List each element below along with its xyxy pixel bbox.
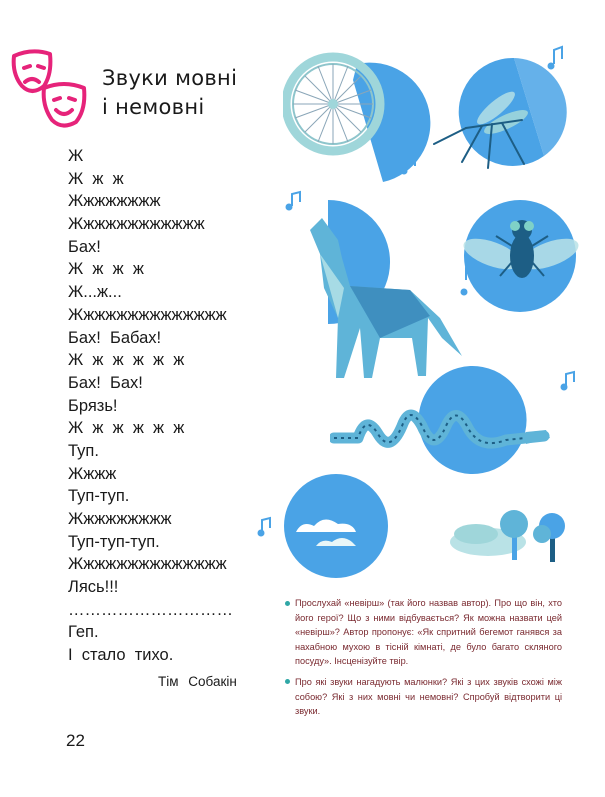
fly-icon bbox=[458, 196, 588, 320]
mosquito-icon bbox=[426, 44, 586, 174]
poem-line: Жжжж bbox=[68, 464, 117, 483]
task-item bbox=[285, 596, 562, 669]
poem-line: Геп. bbox=[68, 623, 99, 642]
poem-line: ………………………… bbox=[68, 600, 233, 619]
poem-line: Ж ж ж ж ж ж bbox=[68, 419, 185, 438]
howling-wolf-icon bbox=[280, 188, 470, 380]
page-title bbox=[102, 64, 237, 122]
poem-line: Лясь!!! bbox=[68, 578, 119, 597]
task-text: Про які звуки нагадують малюнки? Які з цих звуків схожі між собою? Які з них мовні чи немовні? Спробуй відтворити ці звуки. bbox=[295, 676, 562, 717]
poem-line: І стало тихо. bbox=[68, 646, 174, 665]
poem-line: Жжжжжжжжжжжж bbox=[68, 215, 205, 234]
poem-line: Ж ж ж ж ж ж bbox=[68, 351, 185, 370]
author-name: Тім Собакін bbox=[158, 674, 237, 689]
poem-line: Жжжжжжжжжжжжжж bbox=[68, 305, 227, 324]
page-number: 22 bbox=[66, 731, 85, 750]
poem-line: Жжжжжжжж bbox=[68, 192, 161, 211]
poem-line: Бах! Бах! bbox=[68, 373, 143, 392]
theater-masks-icon bbox=[8, 46, 90, 132]
snake-icon bbox=[330, 364, 586, 474]
bullet-icon bbox=[285, 601, 290, 606]
poem bbox=[68, 145, 268, 667]
poem-line: Туп. bbox=[68, 441, 99, 460]
poem-line: Бах! Бабах! bbox=[68, 328, 162, 347]
trees-icon bbox=[446, 506, 572, 566]
poem-line: Жжжжжжжжж bbox=[68, 510, 172, 528]
poem-line: Бах! bbox=[68, 237, 101, 256]
title-line-1: Звуки мовні bbox=[102, 66, 238, 90]
title-line-2: і немовні bbox=[102, 95, 205, 119]
poem-line: Ж...ж... bbox=[68, 283, 122, 302]
poem-line: Ж ж ж ж bbox=[68, 260, 144, 279]
clouds-icon bbox=[256, 470, 396, 580]
poem-line: Ж ж ж bbox=[68, 169, 124, 188]
task-list bbox=[285, 596, 562, 725]
poem-line: Туп-туп-туп. bbox=[68, 532, 160, 551]
bicycle-wheel-icon bbox=[283, 52, 445, 190]
poem-line: Туп-туп. bbox=[68, 487, 130, 506]
poem-line: Ж bbox=[68, 147, 84, 165]
task-text: Прослухай «невірш» (так його назвав автор). Про що він, хто його герої? Що з ними відбувається? Як можна назвати цей «невірш»? Автор пропонує: «Як спритний бегемот ганявся за нахабною мухою в тісній кімнаті, де було багато скляного посуду». Інсценізуйте твір. bbox=[295, 598, 562, 667]
poem-line: Жжжжжжжжжжжжжж bbox=[68, 555, 227, 574]
task-item bbox=[285, 675, 562, 719]
bullet-icon bbox=[285, 679, 290, 684]
poem-line: Брязь! bbox=[68, 396, 118, 415]
